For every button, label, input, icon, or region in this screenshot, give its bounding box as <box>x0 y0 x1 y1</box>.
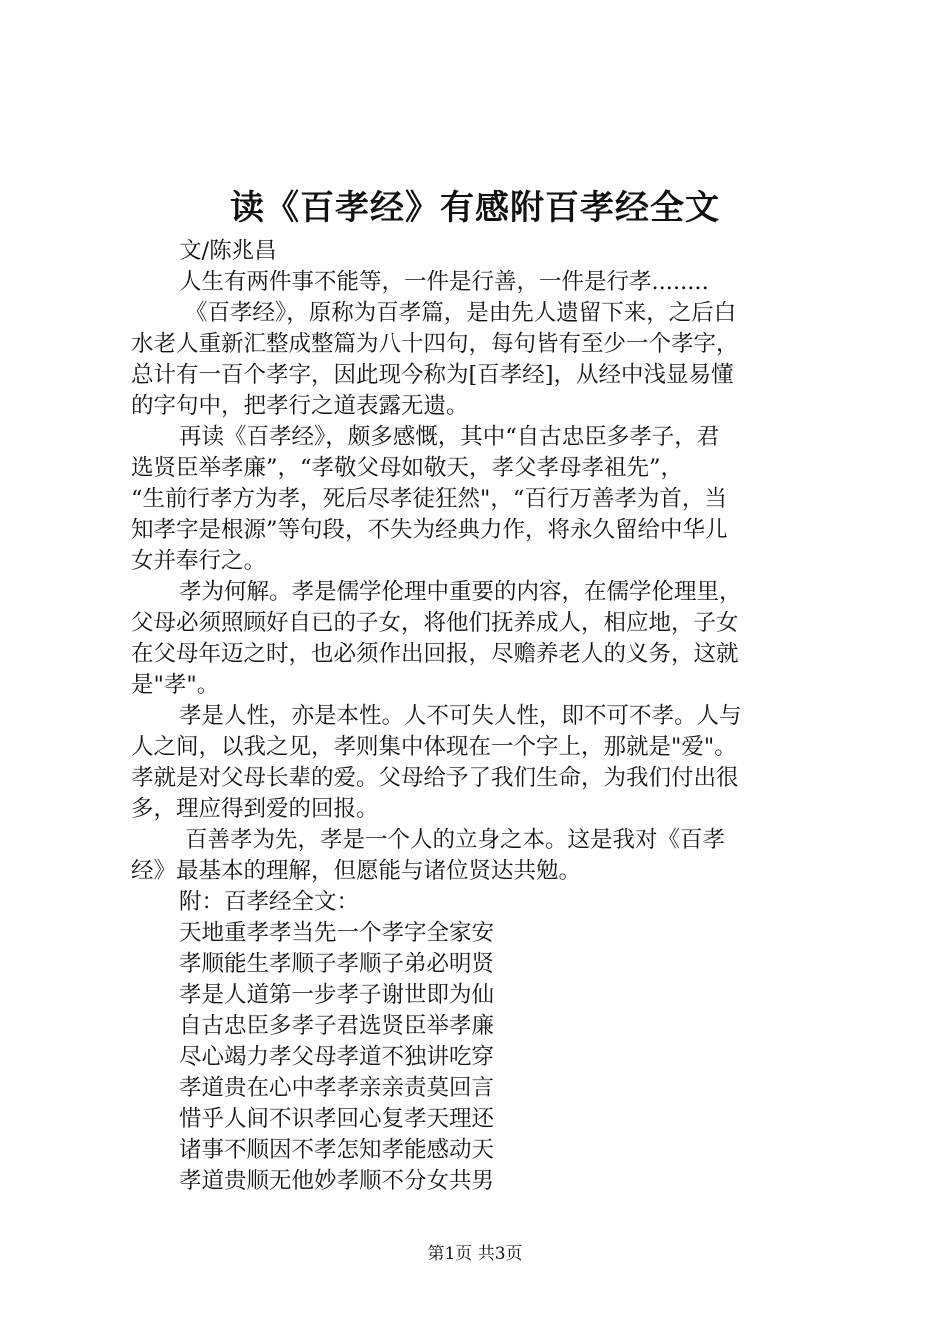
document-body <box>131 236 829 1197</box>
poem-line: 天地重孝孝当先一个孝字全家安 <box>179 920 495 946</box>
poem-line: 惜乎人间不识孝回心复孝天理还 <box>179 1106 495 1132</box>
paragraph-line: 孝是人性，亦是本性。人不可失人性，即不可不孝。人与 <box>179 703 742 729</box>
poem-line: 孝是人道第一步孝子谢世即为仙 <box>179 982 495 1008</box>
paragraph-line: 选贤臣举孝廉”，“孝敬父母如敬天，孝父孝母孝祖先”， <box>131 455 684 481</box>
paragraph-line: 人生有两件事不能等，一件是行善，一件是行孝........ <box>179 269 709 295</box>
paragraph-line: 再读《百孝经》，颇多感慨，其中“自古忠臣多孝子，君 <box>179 424 720 450</box>
paragraph-line: 水老人重新汇整成整篇为八十四句，每句皆有至少一个孝字， <box>131 331 739 357</box>
poem-line: 尽心竭力孝父母孝道不独讲吃穿 <box>179 1044 495 1070</box>
appendix-label: 附：百孝经全文： <box>179 889 360 915</box>
paragraph-line: “生前行孝方为孝，死后尽孝徒狂然"，“百行万善孝为首，当 <box>131 486 727 512</box>
paragraph-line: 孝就是对父母长辈的爱。父母给予了我们生命，为我们付出很 <box>131 765 739 791</box>
paragraph-line: 的字句中，把孝行之道表露无遗。 <box>131 393 469 419</box>
document-title: 读《百孝经》有感附百孝经全文 <box>230 188 720 228</box>
poem-line: 孝顺能生孝顺子孝顺子弟必明贤 <box>179 951 495 977</box>
paragraph-line: 知孝字是根源”等句段，不失为经典力作，将永久留给中华儿 <box>131 517 728 543</box>
paragraph-line: 经》最基本的理解，但愿能与诸位贤达共勉。 <box>131 858 582 884</box>
poem-line: 自古忠臣多孝子君选贤臣举孝廉 <box>179 1013 495 1039</box>
poem-line: 孝道贵顺无他妙孝顺不分女共男 <box>179 1168 495 1194</box>
page-footer: 第1页 共3页 <box>427 1244 523 1264</box>
poem-line: 诸事不顺因不孝怎知孝能感动天 <box>179 1137 495 1163</box>
paragraph-line: 人之间，以我之见，孝则集中体现在一个字上，那就是"爱"。 <box>131 734 737 760</box>
paragraph-line: 是"孝"。 <box>131 672 220 698</box>
paragraph-line: 在父母年迈之时，也必须作出回报，尽赡养老人的义务，这就 <box>131 641 739 667</box>
paragraph-line: 多，理应得到爱的回报。 <box>131 796 379 822</box>
paragraph-line: 女并奉行之。 <box>131 548 267 574</box>
poem-line: 孝道贵在心中孝孝亲亲责莫回言 <box>179 1075 495 1101</box>
paragraph-line: 父母必须照顾好自已的子女，将他们抚养成人，相应地，子女 <box>131 610 739 636</box>
paragraph-line: 总计有一百个孝字，因此现今称为[百孝经]，从经中浅显易懂 <box>131 362 734 388</box>
paragraph-line: 百善孝为先，孝是一个人的立身之本。这是我对《百孝 <box>185 827 726 853</box>
author-line: 文/陈兆昌 <box>179 238 277 264</box>
paragraph-line: 《百孝经》，原称为百孝篇，是由先人遗留下来，之后白 <box>185 300 737 326</box>
paragraph-line: 孝为何解。孝是儒学伦理中重要的内容，在儒学伦理里， <box>179 579 742 605</box>
